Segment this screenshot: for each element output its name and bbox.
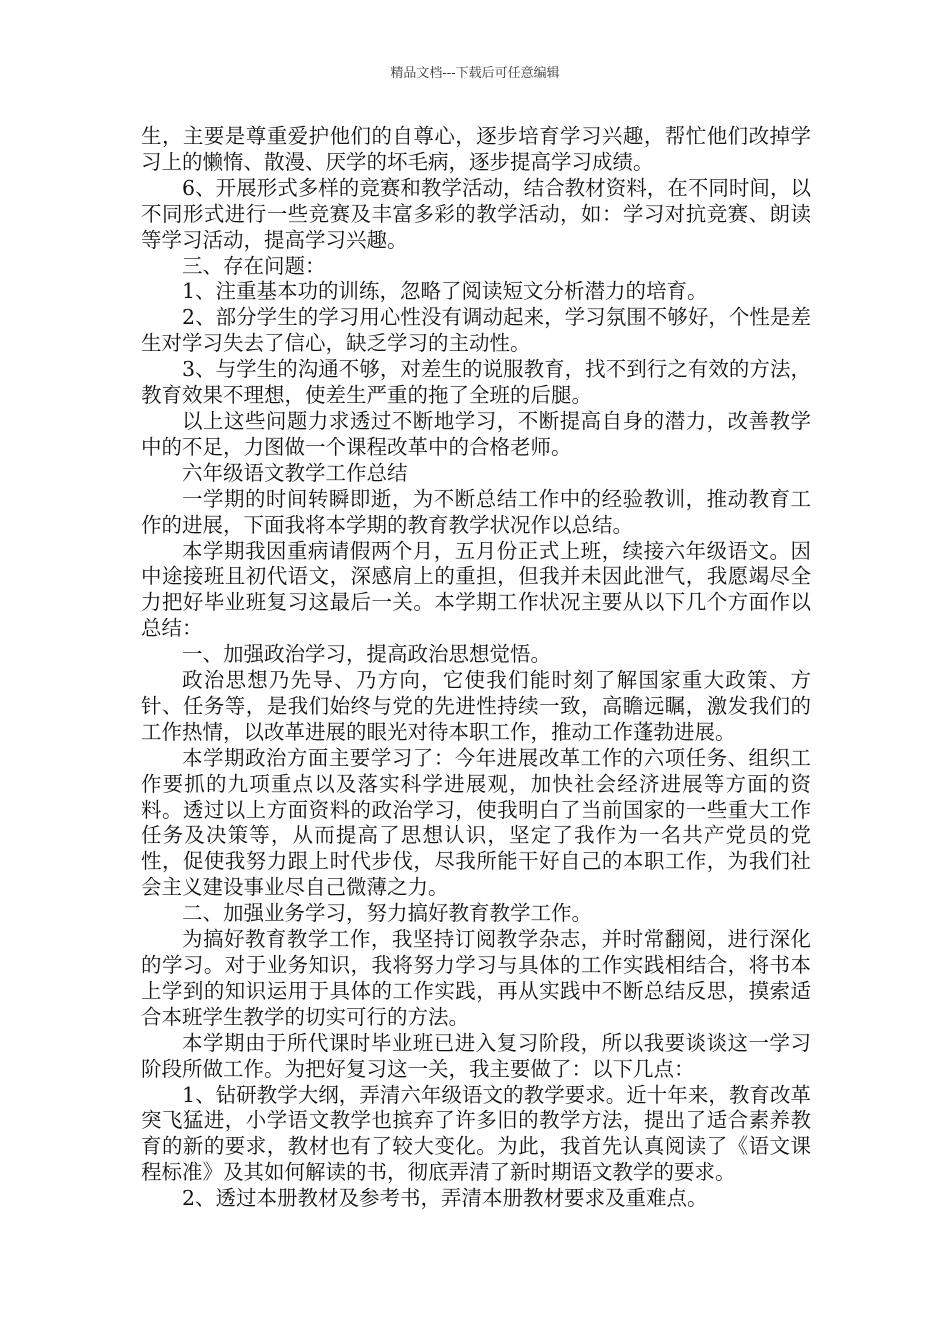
paragraph: 1、钻研教学大纲，弄清六年级语文的教学要求。近十年来，教育改革突飞猛进，小学语文教学也摈弃了许多旧的教学方法，提出了适合素养教育的新的要求，教材也有了较大变化。为此，我首先认真阅读了《语文课程标准》及其如何解读的书，彻底弄清了新时期语文教学的要求。: [141, 1082, 811, 1185]
paragraph: 3、与学生的沟通不够，对差生的说服教育，找不到行之有效的方法，教育效果不理想，使差生严重的拖了全班的后腿。: [141, 357, 811, 408]
paragraph: 为搞好教育教学工作，我坚持订阅教学杂志，并时常翻阅，进行深化的学习。对于业务知识，我将努力学习与具体的工作实践相结合，将书本上学到的知识运用于具体的工作实践，再从实践中不断总结反思，摸索适合本班学生教学的切实可行的方法。: [141, 927, 811, 1029]
paragraph: 2、部分学生的学习用心性没有调动起来，学习氛围不够好，个性是差生对学习失去了信心，缺乏学习的主动性。: [141, 305, 811, 356]
paragraph: 本学期由于所代课时毕业班已进入复习阶段，所以我要谈谈这一学习阶段所做工作。为把好复习这一关，我主要做了：以下几点：: [141, 1030, 811, 1081]
paragraph: 本学期政治方面主要学习了：今年进展改革工作的六项任务、组织工作要抓的九项重点以及落实科学进展观，加快社会经济进展等方面的资料。透过以上方面资料的政治学习，使我明白了当前国家的一些重大工作任务及决策等，从而提高了思想认识，坚定了我作为一名共产党员的党性，促使我努力跟上时代步伐，尽我所能干好自己的本职工作，为我们社会主义建设事业尽自己微薄之力。: [141, 745, 811, 900]
page-header: 精品文档---下载后可任意编辑: [390, 66, 560, 81]
paragraph: 政治思想乃先导、乃方向，它使我们能时刻了解国家重大政策、方针、任务等，是我们始终与党的先进性持续一致，高瞻远瞩，激发我们的工作热情，以改革进展的眼光对待本职工作，推动工作蓬勃进展。: [141, 668, 811, 744]
paragraph: 以上这些问题力求透过不断地学习，不断提高自身的潜力，改善教学中的不足，力图做一个课程改革中的合格老师。: [141, 408, 811, 459]
section-heading: 三、存在问题：: [182, 253, 326, 278]
document-title: 六年级语文教学工作总结: [182, 460, 408, 485]
paragraph: 1、注重基本功的训练，忽略了阅读短文分析潜力的培育。: [182, 279, 708, 304]
document-body: [141, 124, 811, 1212]
paragraph: 本学期我因重病请假两个月，五月份正式上班，续接六年级语文。因中途接班且初代语文，深感肩上的重担，但我并未因此泄气，我愿竭尽全力把好毕业班复习这最后一关。本学期工作状况主要从以下几个方面作以总结：: [141, 538, 811, 641]
paragraph: 生，主要是尊重爱护他们的自尊心，逐步培育学习兴趣，帮忙他们改掉学习上的懒惰、散漫、厌学的坏毛病，逐步提高学习成绩。: [141, 124, 811, 174]
paragraph: 6、开展形式多样的竞赛和教学活动，结合教材资料，在不同时间，以不同形式进行一些竞赛及丰富多彩的教学活动，如：学习对抗竞赛、朗读等学习活动，提高学习兴趣。: [141, 175, 811, 252]
section-heading: 一、加强政治学习，提高政治思想觉悟。: [182, 642, 551, 667]
paragraph: 2、透过本册教材及参考书，弄清本册教材要求及重难点。: [182, 1186, 708, 1211]
section-heading: 二、加强业务学习，努力搞好教育教学工作。: [182, 901, 592, 926]
paragraph: 一学期的时间转瞬即逝，为不断总结工作中的经验教训，推动教育工作的进展，下面我将本学期的教育教学状况作以总结。: [141, 486, 811, 537]
